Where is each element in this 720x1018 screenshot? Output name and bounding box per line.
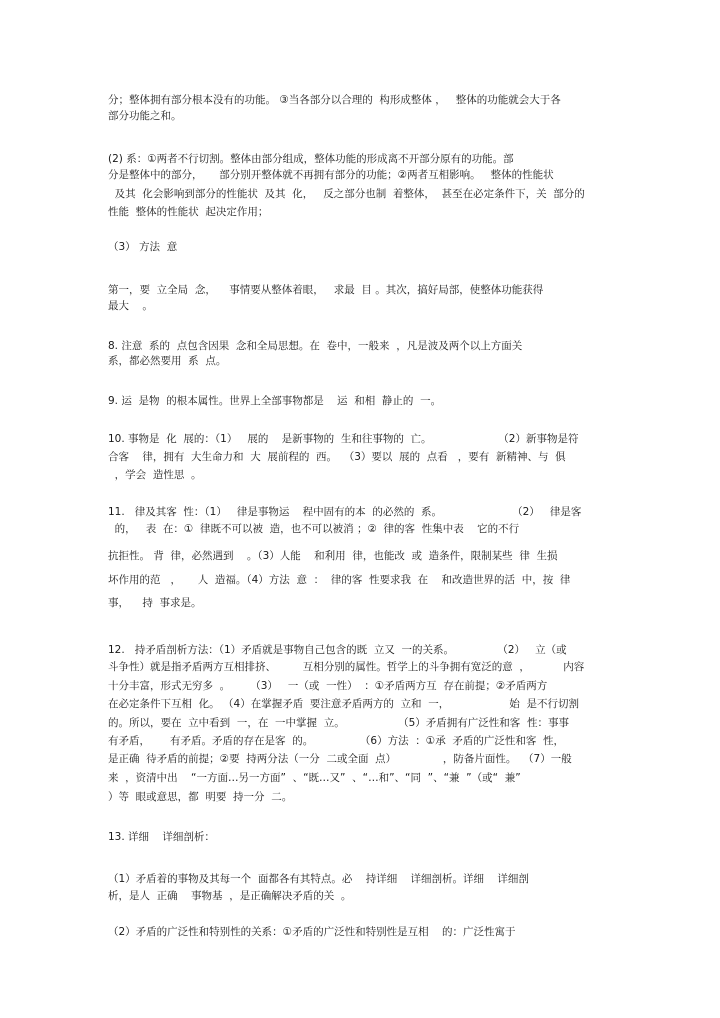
- text-line: 分；整体拥有部分根本没有的功能。 ③当各部分以合理的 构形成整体 ， 整体的功能就会大于各: [108, 94, 561, 106]
- text-line: (2) 系：①两者不行切割。整体由部分组成，整体功能的形成离不开部分原有的功能。部: [108, 153, 514, 165]
- text-line: 部分功能之和。: [108, 110, 182, 122]
- text-line: 11. 律及其客 性：（1） 律是事物运 程中固有的本 的必然的 系。 （2） 律是客: [108, 506, 582, 518]
- text-line: 抗拒性。 背 律，必然遇到 。（3）人能 和利用 律，也能改 或 造条件，限制某些 律 生损: [108, 550, 558, 562]
- text-line: 有矛盾， 有矛盾。矛盾的存在是客 的。 （6）方法 ：①承 矛盾的广泛性和客 性，: [108, 735, 565, 747]
- text-line: 斗争性）就是指矛盾两方互相排挤、 互相分别的属性。哲学上的斗争拥有宽泛的意 ， 内容: [108, 661, 585, 673]
- text-line: 最大 。: [108, 300, 153, 312]
- text-line: 合客 律，拥有 大生命力和 大 展前程的 西。 （3）要以 展的 点看 ，要有 新精神、与 俱: [108, 451, 566, 463]
- text-line: （1）矛盾着的事物及其每一个 面都各有其特点。必 持详细 详细剖析。详细 详细剖: [108, 873, 529, 885]
- text-line: 10. 事物是 化 展的：（1） 展的 是新事物的 生和往事物的 亡。 （2）新事物是符: [108, 433, 579, 445]
- text-line: 事， 持 事求是。: [108, 597, 202, 609]
- text-line: ）等 眼或意思，都 明要 持一分 二。: [108, 791, 293, 803]
- text-line: 及其 化会影响到部分的性能状 及其 化， 反之部分也制 着整体， 甚至在必定条件下，关 部分的: [108, 188, 585, 200]
- text-line: 分是整体中的部分， 部分别开整体就不再拥有部分的功能；②两者互相影响。 整体的性能状: [108, 169, 554, 181]
- text-line: 的。所以，要在 立中看到 一，在 一中掌握 立。 （5）矛盾拥有广泛性和客 性：事事: [108, 717, 569, 729]
- text-line: （2）矛盾的广泛性和特别性的关系：①矛盾的广泛性和特别性是互相 的：广泛性寓于: [108, 926, 516, 938]
- text-line: ，学会 造性思 。: [108, 469, 202, 481]
- text-line: 第一，要 立全局 念， 事情要从整体着眼， 求最 目 。其次，搞好局部，使整体功能获得: [108, 284, 544, 296]
- text-line: 的， 表 在：① 律既不可以被 造，也不可以被消 ；② 律的客 性集中表 它的不行: [108, 523, 520, 535]
- section-heading: （3） 方法 意: [108, 241, 178, 253]
- text-line: 来 ，资清中出 “一方面…另一方面” 、“既…又” 、“…和”、“同 ”、“兼 ”（或“ 兼”: [108, 772, 521, 784]
- text-line: 系，都必然要用 系 点。: [108, 355, 227, 367]
- text-line: 析，是人 正确 事物基 ，是正确解决矛盾的关 。: [108, 890, 352, 902]
- section-heading: 13. 详细 详细剖析：: [108, 831, 215, 843]
- text-line: 性能 整体的性能状 起决定作用；: [108, 206, 269, 218]
- text-line: 8. 注意 系的 点包含因果 念和全局思想。在 卷中，一般来 ，凡是波及两个以上方面关: [108, 340, 523, 352]
- text-line: 坏作用的范 ， 人 造福。（4）方法 意 ： 律的客 性要求我 在 和改造世界的活 中，按 律: [108, 574, 571, 586]
- text-line: 十分丰富，形式无穷多 。 （3） 一（或 一性） ：①矛盾两方互 存在前提；②矛盾两方: [108, 680, 548, 692]
- text-line: 是正确 待矛盾的前提；②要 持两分法（一分 二或全面 点） ，防备片面性。 （7）一般: [108, 753, 572, 765]
- text-line: 9. 运 是物 的根本属性。世界上全部事物都是 运 和相 静止的 一。: [108, 395, 442, 407]
- text-line: 12. 持矛盾剖析方法：（1）矛盾就是事物自己包含的既 立又 一的关系。 （2） 立（或: [108, 644, 567, 656]
- text-line: 在必定条件下互相 化。 （4）在掌握矛盾 要注意矛盾两方的 立和 一， 始 是不行切割: [108, 698, 579, 710]
